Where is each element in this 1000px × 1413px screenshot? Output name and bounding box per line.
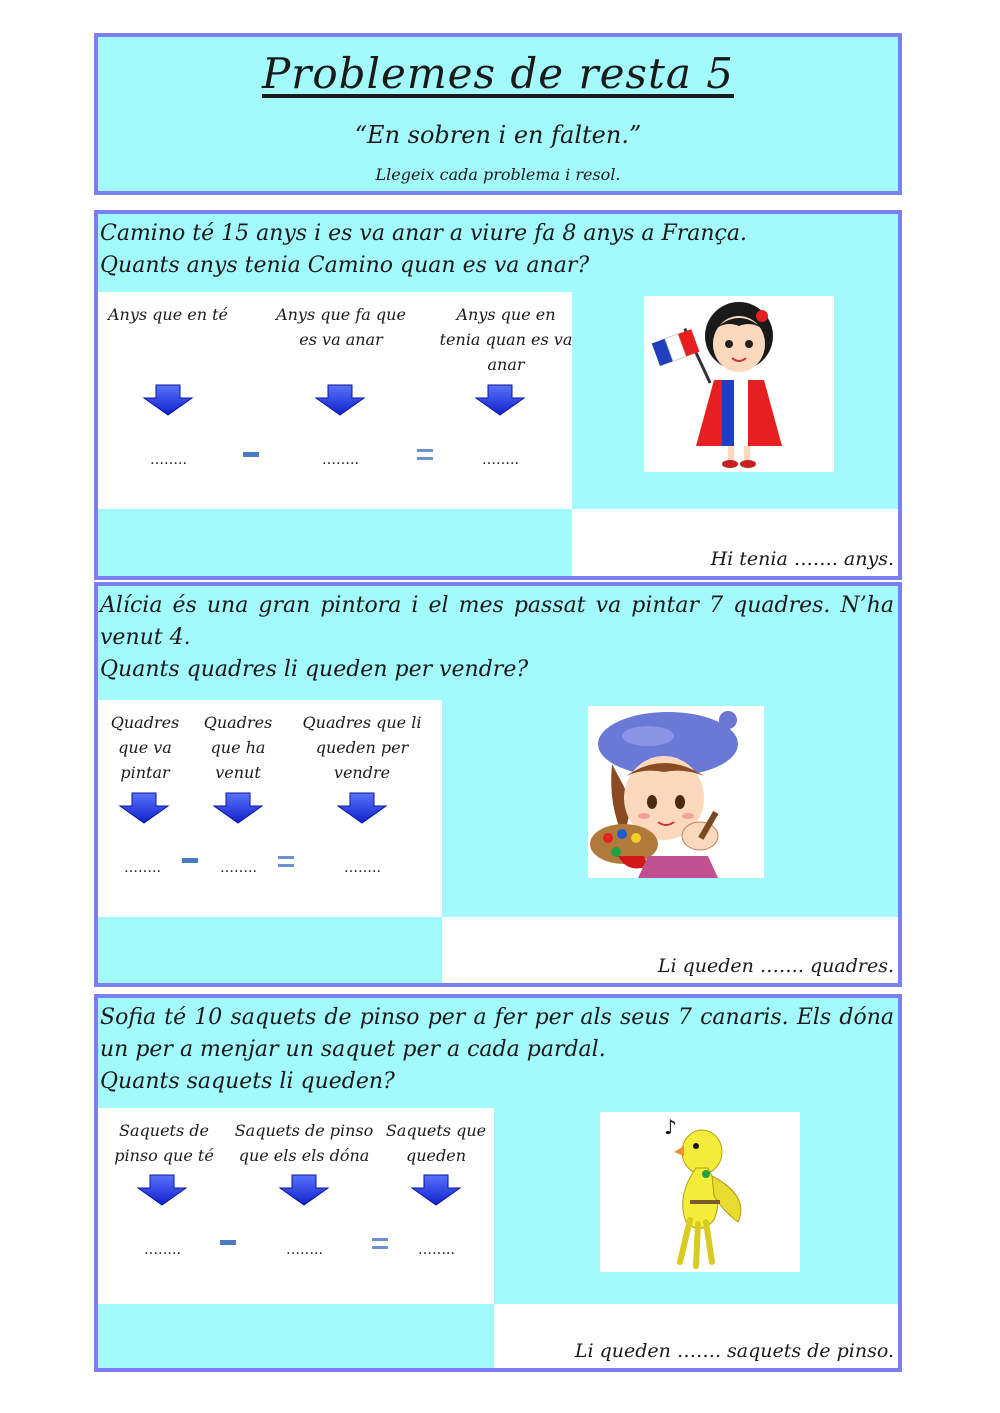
equals-sign [278, 856, 294, 867]
down-arrow-icon [474, 384, 526, 416]
minus-sign [243, 452, 259, 457]
page-title: Problemes de resta 5 [262, 49, 734, 98]
problem-2-answer-area [442, 917, 898, 983]
problem-1-label-2: Anys que fa que es va anar [276, 305, 406, 349]
page-subtitle: “En sobren i en falten.” [354, 121, 642, 149]
problem-1-statement: Camino té 15 anys i es va anar a viure fa 8 anys a França. [100, 221, 747, 246]
problem-2-label-2: Quadres que ha venut [203, 713, 273, 782]
problem-2-question: Quants quadres li queden per vendre? [100, 657, 529, 682]
problem-2-blank-1[interactable]: …….. [124, 860, 161, 876]
problem-3-label-3: Saquets que queden [385, 1121, 487, 1165]
girl-painter-icon [588, 706, 764, 878]
problem-1-answer[interactable]: Hi tenia ……. anys. [710, 548, 894, 570]
problem-3-text [100, 1002, 894, 1098]
down-arrow-icon [118, 792, 170, 824]
problem-2-text [100, 590, 894, 686]
problem-1-blank-2[interactable]: …….. [322, 452, 359, 468]
down-arrow-icon [142, 384, 194, 416]
equals-sign [417, 449, 433, 460]
problem-1-question: Quants anys tenia Camino quan es va anar? [100, 253, 590, 278]
problem-3-panel [94, 994, 902, 1372]
down-arrow-icon [278, 1174, 330, 1206]
problem-1-work-area [98, 292, 572, 509]
svg-text:♪: ♪ [664, 1115, 677, 1139]
canary-icon [600, 1112, 800, 1272]
minus-sign [220, 1240, 236, 1245]
problem-2-image [588, 706, 764, 878]
problem-3-work-area [98, 1108, 494, 1304]
problem-2-panel [94, 582, 902, 987]
problem-1-label-3: Anys que en tenia quan es va anar [439, 305, 573, 374]
problem-1-answer-area [572, 509, 898, 576]
problem-3-statement: Sofia té 10 saquets de pinso per a fer per als seus 7 canaris. Els dóna un per a menjar un saquet per a cada pardal. [100, 1005, 894, 1062]
problem-3-answer[interactable]: Li queden ……. saquets de pinso. [574, 1340, 894, 1362]
minus-sign [182, 858, 198, 863]
header-panel [94, 33, 902, 195]
down-arrow-icon [336, 792, 388, 824]
problem-2-blank-2[interactable]: …….. [220, 860, 257, 876]
problem-1-text [100, 218, 894, 282]
problem-2-label-1: Quadres que va pintar [110, 713, 180, 782]
equals-sign [372, 1238, 388, 1249]
problem-3-question: Quants saquets li queden? [100, 1069, 395, 1094]
down-arrow-icon [136, 1174, 188, 1206]
down-arrow-icon [410, 1174, 462, 1206]
problem-2-work-area [98, 700, 442, 917]
down-arrow-icon [212, 792, 264, 824]
problem-3-blank-1[interactable]: …….. [144, 1242, 181, 1258]
problem-2-statement: Alícia és una gran pintora i el mes passat va pintar 7 quadres. N’ha venut 4. [100, 593, 894, 650]
problem-1-image [644, 296, 834, 472]
girl-with-flag-icon [644, 296, 834, 472]
problem-1-label-1: Anys que en té [107, 305, 229, 324]
problem-3-label-2: Saquets de pinso que els els dóna [234, 1121, 374, 1165]
problem-3-blank-3[interactable]: …….. [418, 1242, 455, 1258]
problem-1-blank-3[interactable]: …….. [482, 452, 519, 468]
problem-3-answer-area [494, 1304, 898, 1368]
problem-3-blank-2[interactable]: …….. [286, 1242, 323, 1258]
problem-3-label-1: Saquets de pinso que té [114, 1121, 214, 1165]
problem-2-blank-3[interactable]: …….. [344, 860, 381, 876]
problem-2-answer[interactable]: Li queden ……. quadres. [657, 955, 894, 977]
problem-2-label-3: Quadres que li queden per vendre [302, 713, 422, 782]
problem-3-image [600, 1112, 800, 1272]
instruction-text: Llegeix cada problema i resol. [375, 165, 621, 184]
problem-1-panel [94, 210, 902, 580]
down-arrow-icon [314, 384, 366, 416]
problem-1-blank-1[interactable]: …….. [150, 452, 187, 468]
